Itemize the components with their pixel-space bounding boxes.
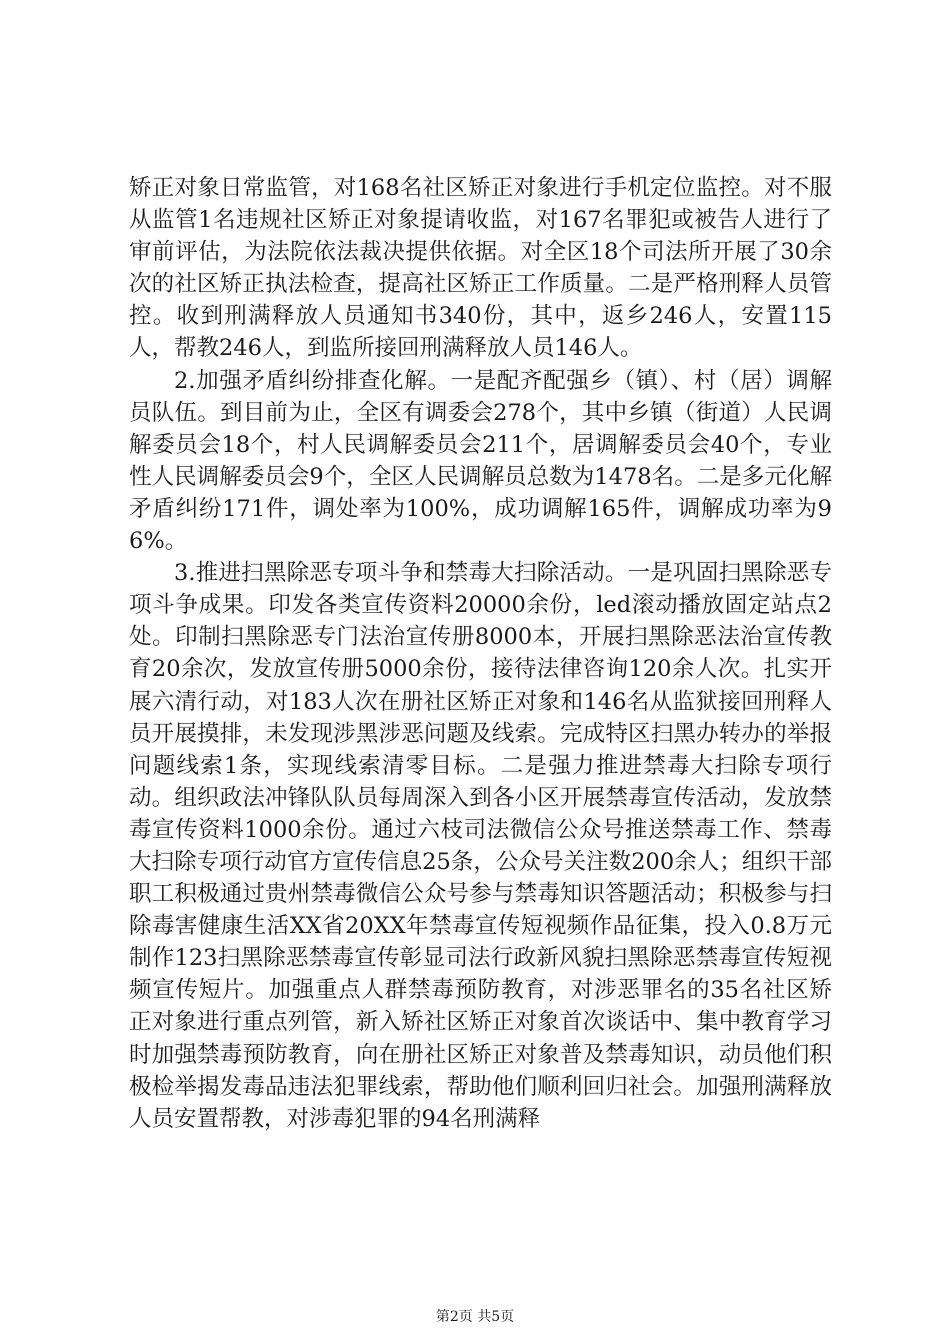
paragraph-dispute-mediation: 2.加强矛盾纠纷排查化解。一是配齐配强乡（镇）、村（居）调解员队伍。到目前为止，全区有调委会278个，其中乡镇（街道）人民调解委员会18个，村人民调解委员会211个，居调解委员会40个，专业性人民调解委员会9个，全区人民调解员总数为1478名。二是多元化解矛盾纠纷171件，调处率为100%，成功调解165件，调解成功率为96%。 — [129, 367, 832, 555]
paragraph-anti-crime-drugs: 3.推进扫黑除恶专项斗争和禁毒大扫除活动。一是巩固扫黑除恶专项斗争成果。印发各类宣传资料20000余份，led滚动播放固定站点2处。印制扫黑除恶专门法治宣传册8000本，开展扫黑除恶法治宣传教育20余次，发放宣传册5000余份，接待法律咨询120余人次。扎实开展六清行动，对183人次在册社区矫正对象和146名从监狱接回刑释人员开展摸排，未发现涉黑涉恶问题及线索。完成特区扫黑办转办的举报问题线索1条，实现线索清零目标。二是强力推进禁毒大扫除专项行动。组织政法冲锋队队员每周深入到各小区开展禁毒宣传活动，发放禁毒宣传资料1000余份。通过六枝司法微信公众号推送禁毒工作、禁毒大扫除专项行动官方宣传信息25条，公众号关注数200余人；组织干部职工积极通过贵州禁毒微信公众号参与禁毒知识答题活动；积极参与扫除毒害健康生活XX省20XX年禁毒宣传短视频作品征集，投入0.8万元制作123扫黑除恶禁毒宣传彰显司法行政新风貌扫黑除恶禁毒宣传短视频宣传短片。加强重点人群禁毒预防教育，对涉恶罪名的35名社区矫正对象进行重点列管，新入矫社区矫正对象首次谈话中、集中教育学习时加强禁毒预防教育，向在册社区矫正对象普及禁毒知识，动员他们积极检举揭发毒品违法犯罪线索，帮助他们顺利回归社会。加强刑满释放人员安置帮教，对涉毒犯罪的94名刑满释 — [129, 560, 832, 1132]
paragraph-continuation: 矫正对象日常监管，对168名社区矫正对象进行手机定位监控。对不服从监管1名违规社区矫正对象提请收监，对167名罪犯或被告人进行了审前评估，为法院依法裁决提供依据。对全区18个司法所开展了30余次的社区矫正执法检查，提高社区矫正工作质量。二是严格刑释人员管控。收到刑满释放人员通知书340份，其中，返乡246人，安置115人，帮教246人，到监所接回刑满释放人员146人。 — [129, 175, 832, 362]
body-text — [129, 172, 832, 1135]
page-number-footer: 第2页 共5页 — [435, 1309, 515, 1325]
